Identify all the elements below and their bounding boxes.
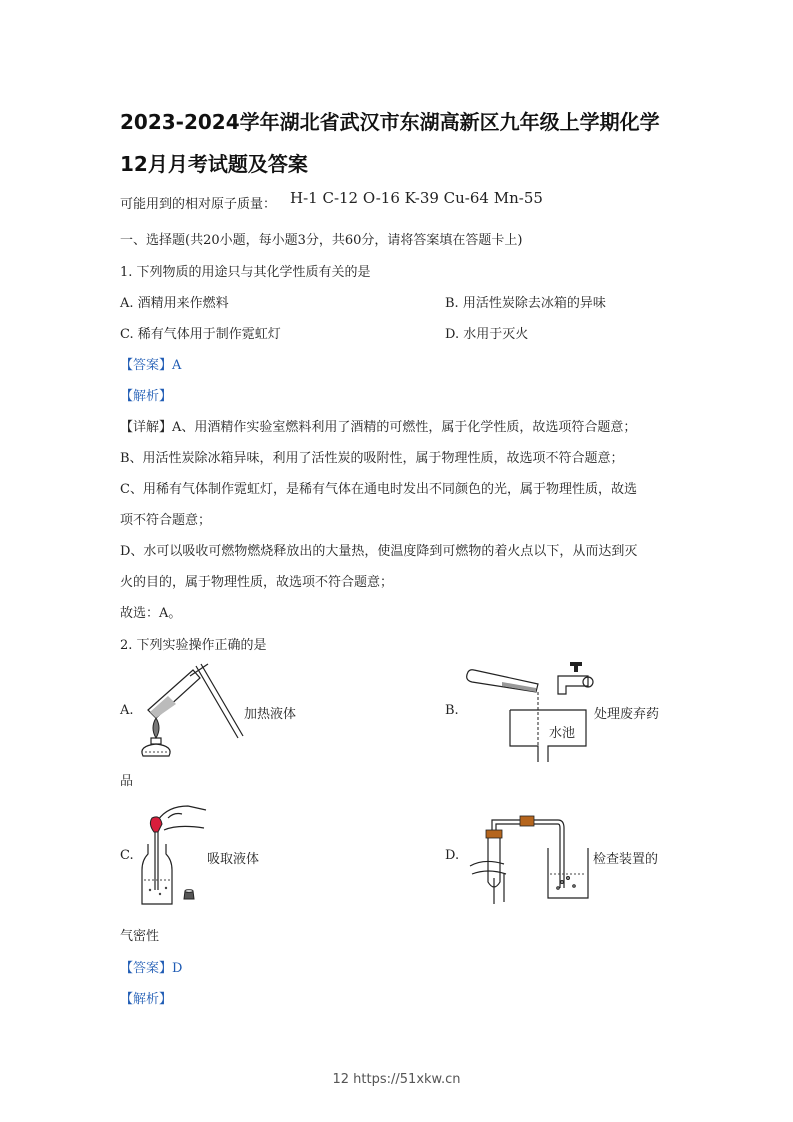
- question-2-option-b-letter: B.: [445, 703, 459, 718]
- waste-disposal-illustration: [462, 658, 592, 762]
- question-1-detail-3b: 项不符合题意；: [120, 513, 212, 528]
- stopper-icon: [182, 888, 196, 902]
- question-1-answer: 【答案】A: [120, 358, 182, 373]
- question-1-detail-3a: C、用稀有气体制作霓虹灯，是稀有气体在通电时发出不同颜色的光，属于物理性质，故选: [120, 482, 637, 497]
- question-1-option-c: C. 稀有气体用于制作霓虹灯: [120, 327, 281, 342]
- airtightness-check-illustration: [464, 808, 594, 904]
- sink-label: 水池: [549, 726, 576, 741]
- dropper-illustration: [138, 800, 210, 910]
- question-1-conclusion: 故选：A。: [120, 606, 182, 621]
- atomic-mass-label: 可能用到的相对原子质量：: [120, 197, 277, 212]
- question-2-option-b-text: 处理废弃药: [594, 707, 660, 722]
- heating-liquid-illustration: [138, 660, 248, 760]
- page-title-line-2: 12月月考试题及答案: [120, 152, 308, 176]
- question-2-option-c-letter: C.: [120, 848, 134, 863]
- question-2-answer: 【答案】D: [120, 961, 183, 976]
- question-1-detail-1: 【详解】A、用酒精作实验室燃料利用了酒精的可燃性，属于化学性质，故选项符合题意；: [120, 420, 637, 435]
- page-footer: 12 https://51xkw.cn: [332, 1072, 461, 1087]
- question-1-detail-4b: 火的目的，属于物理性质，故选项不符合题意；: [120, 575, 394, 590]
- page-title-line-1: 2023-2024学年湖北省武汉市东湖高新区九年级上学期化学: [120, 110, 660, 134]
- question-1-detail-2: B、用活性炭除冰箱异味，利用了活性炭的吸附性，属于物理性质，故选项不符合题意；: [120, 451, 624, 466]
- question-1-option-a: A. 酒精用来作燃料: [120, 296, 229, 311]
- question-1-analysis-label: 【解析】: [120, 389, 173, 404]
- atomic-mass-values: H-1 C-12 O-16 K-39 Cu-64 Mn-55: [290, 189, 543, 207]
- question-2-option-d-continuation: 气密性: [120, 929, 160, 944]
- question-2-option-d-text: 检查装置的: [593, 852, 659, 867]
- question-1-detail-4a: D、水可以吸收可燃物燃烧释放出的大量热，使温度降到可燃物的着火点以下，从而达到灭: [120, 544, 638, 559]
- question-2-option-d-letter: D.: [445, 848, 460, 863]
- section-heading: 一、选择题(共20小题，每小题3分，共60分，请将答案填在答题卡上): [120, 233, 523, 248]
- question-1-option-d: D. 水用于灭火: [445, 327, 529, 342]
- question-1-stem: 1. 下列物质的用途只与其化学性质有关的是: [120, 265, 371, 280]
- question-2-option-c-text: 吸取液体: [207, 852, 260, 867]
- question-2-stem: 2. 下列实验操作正确的是: [120, 638, 267, 653]
- question-2-option-a-text: 加热液体: [244, 707, 297, 722]
- question-2-option-a-letter: A.: [120, 703, 134, 718]
- question-2-option-b-continuation: 品: [120, 774, 134, 789]
- question-2-analysis-label: 【解析】: [120, 992, 173, 1007]
- question-1-option-b: B. 用活性炭除去冰箱的异味: [445, 296, 606, 311]
